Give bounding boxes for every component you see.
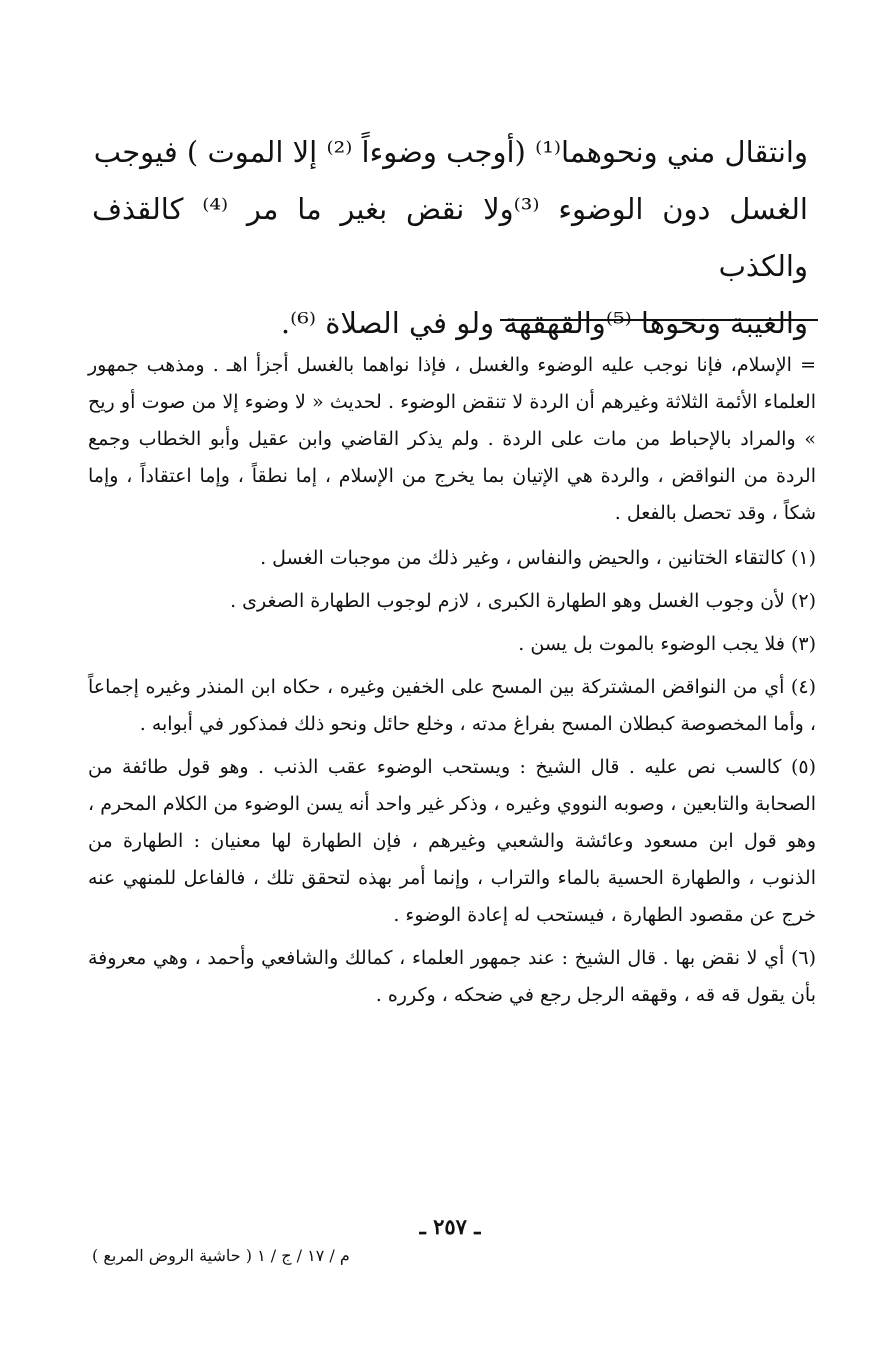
footnote-6: (٦) أي لا نقض بها . قال الشيخ : عند جمهور العلماء ، كمالك والشافعي وأحمد ، وهي معروفة بأن يقول قه قه ، وقهقه الرجل رجع في ضحكه ، وكرره . — [88, 947, 816, 1006]
footnote-3: (٣) فلا يجب الوضوء بالموت بل يسن . — [518, 633, 816, 655]
footnote-5: (٥) كالسب نص عليه . قال الشيخ : ويستحب الوضوء عقب الذنب . وهو قول طائفة من الصحابة والتابعين ، وصوبه النووي وغيره ، وذكر غير واحد أنه يسن الوضوء من الكلام المحرم ، وهو قول ابن مسعود وعائشة والشعبي وغيرهم ، فإن الطهارة لها معنيان : الطهارة من الذنوب ، والطهارة الحسية بالماء والتراب ، وإنما أمر بهذه لتحقق تلك ، فالفاعل للمنهي عنه خرج عن مقصود الطهارة ، فيستحب له إعادة الوضوء . — [88, 756, 816, 926]
main-line: وانتقال مني ونحوهما⁽¹⁾ (أوجب وضوءاً ⁽²⁾ إلا الموت ) فيوجب — [93, 135, 808, 169]
print-signature: م / ١٧ / ج / ١ ( حاشية الروض المربع ) — [92, 1246, 350, 1265]
page-number: ـ ٢٥٧ ـ — [419, 1214, 481, 1239]
footnote-continuation: = الإسلام، فإنا نوجب عليه الوضوء والغسل ، فإذا نواهما بالغسل أجزأ اهـ . ومذهب جمهور العلماء الأئمة الثلاثة وغيرهم أن الردة لا تنقض الوضوء . لحديث « لا وضوء إلا من صوت أو ريح » والمراد بالإحباط من مات على الردة . ولم يذكر القاضي وابن عقيل وأبو الخطاب وجمع الردة من النواقض ، والردة هي الإتيان بما يخرج من الإسلام ، إما نطقاً ، وإما اعتقاداً ، وإما شكاً ، وقد تحصل بالفعل . — [88, 354, 816, 524]
footnote-4: (٤) أي من النواقض المشتركة بين المسح على الخفين وغيره ، حكاه ابن المنذر وغيره إجماعاً ، وأما المخصوصة كبطلان المسح بفراغ مدته ، وخلع حائل ونحو ذلك فمذكور في أبوابه . — [88, 676, 816, 735]
main-text — [92, 124, 808, 352]
footnote-divider — [500, 319, 818, 321]
main-line: والغيبة ونحوها ⁽⁵⁾والقهقهة ولو في الصلاة ⁽⁶⁾. — [280, 306, 808, 340]
main-line: الغسل دون الوضوء ⁽³⁾ولا نقض بغير ما مر ⁽⁴⁾ كالقذف والكذب — [92, 192, 808, 283]
footnotes — [88, 347, 816, 1020]
footnote-1: (١) كالتقاء الختانين ، والحيض والنفاس ، وغير ذلك من موجبات الغسل . — [260, 547, 816, 569]
footnote-2: (٢) لأن وجوب الغسل وهو الطهارة الكبرى ، لازم لوجوب الطهارة الصغرى . — [230, 590, 816, 612]
